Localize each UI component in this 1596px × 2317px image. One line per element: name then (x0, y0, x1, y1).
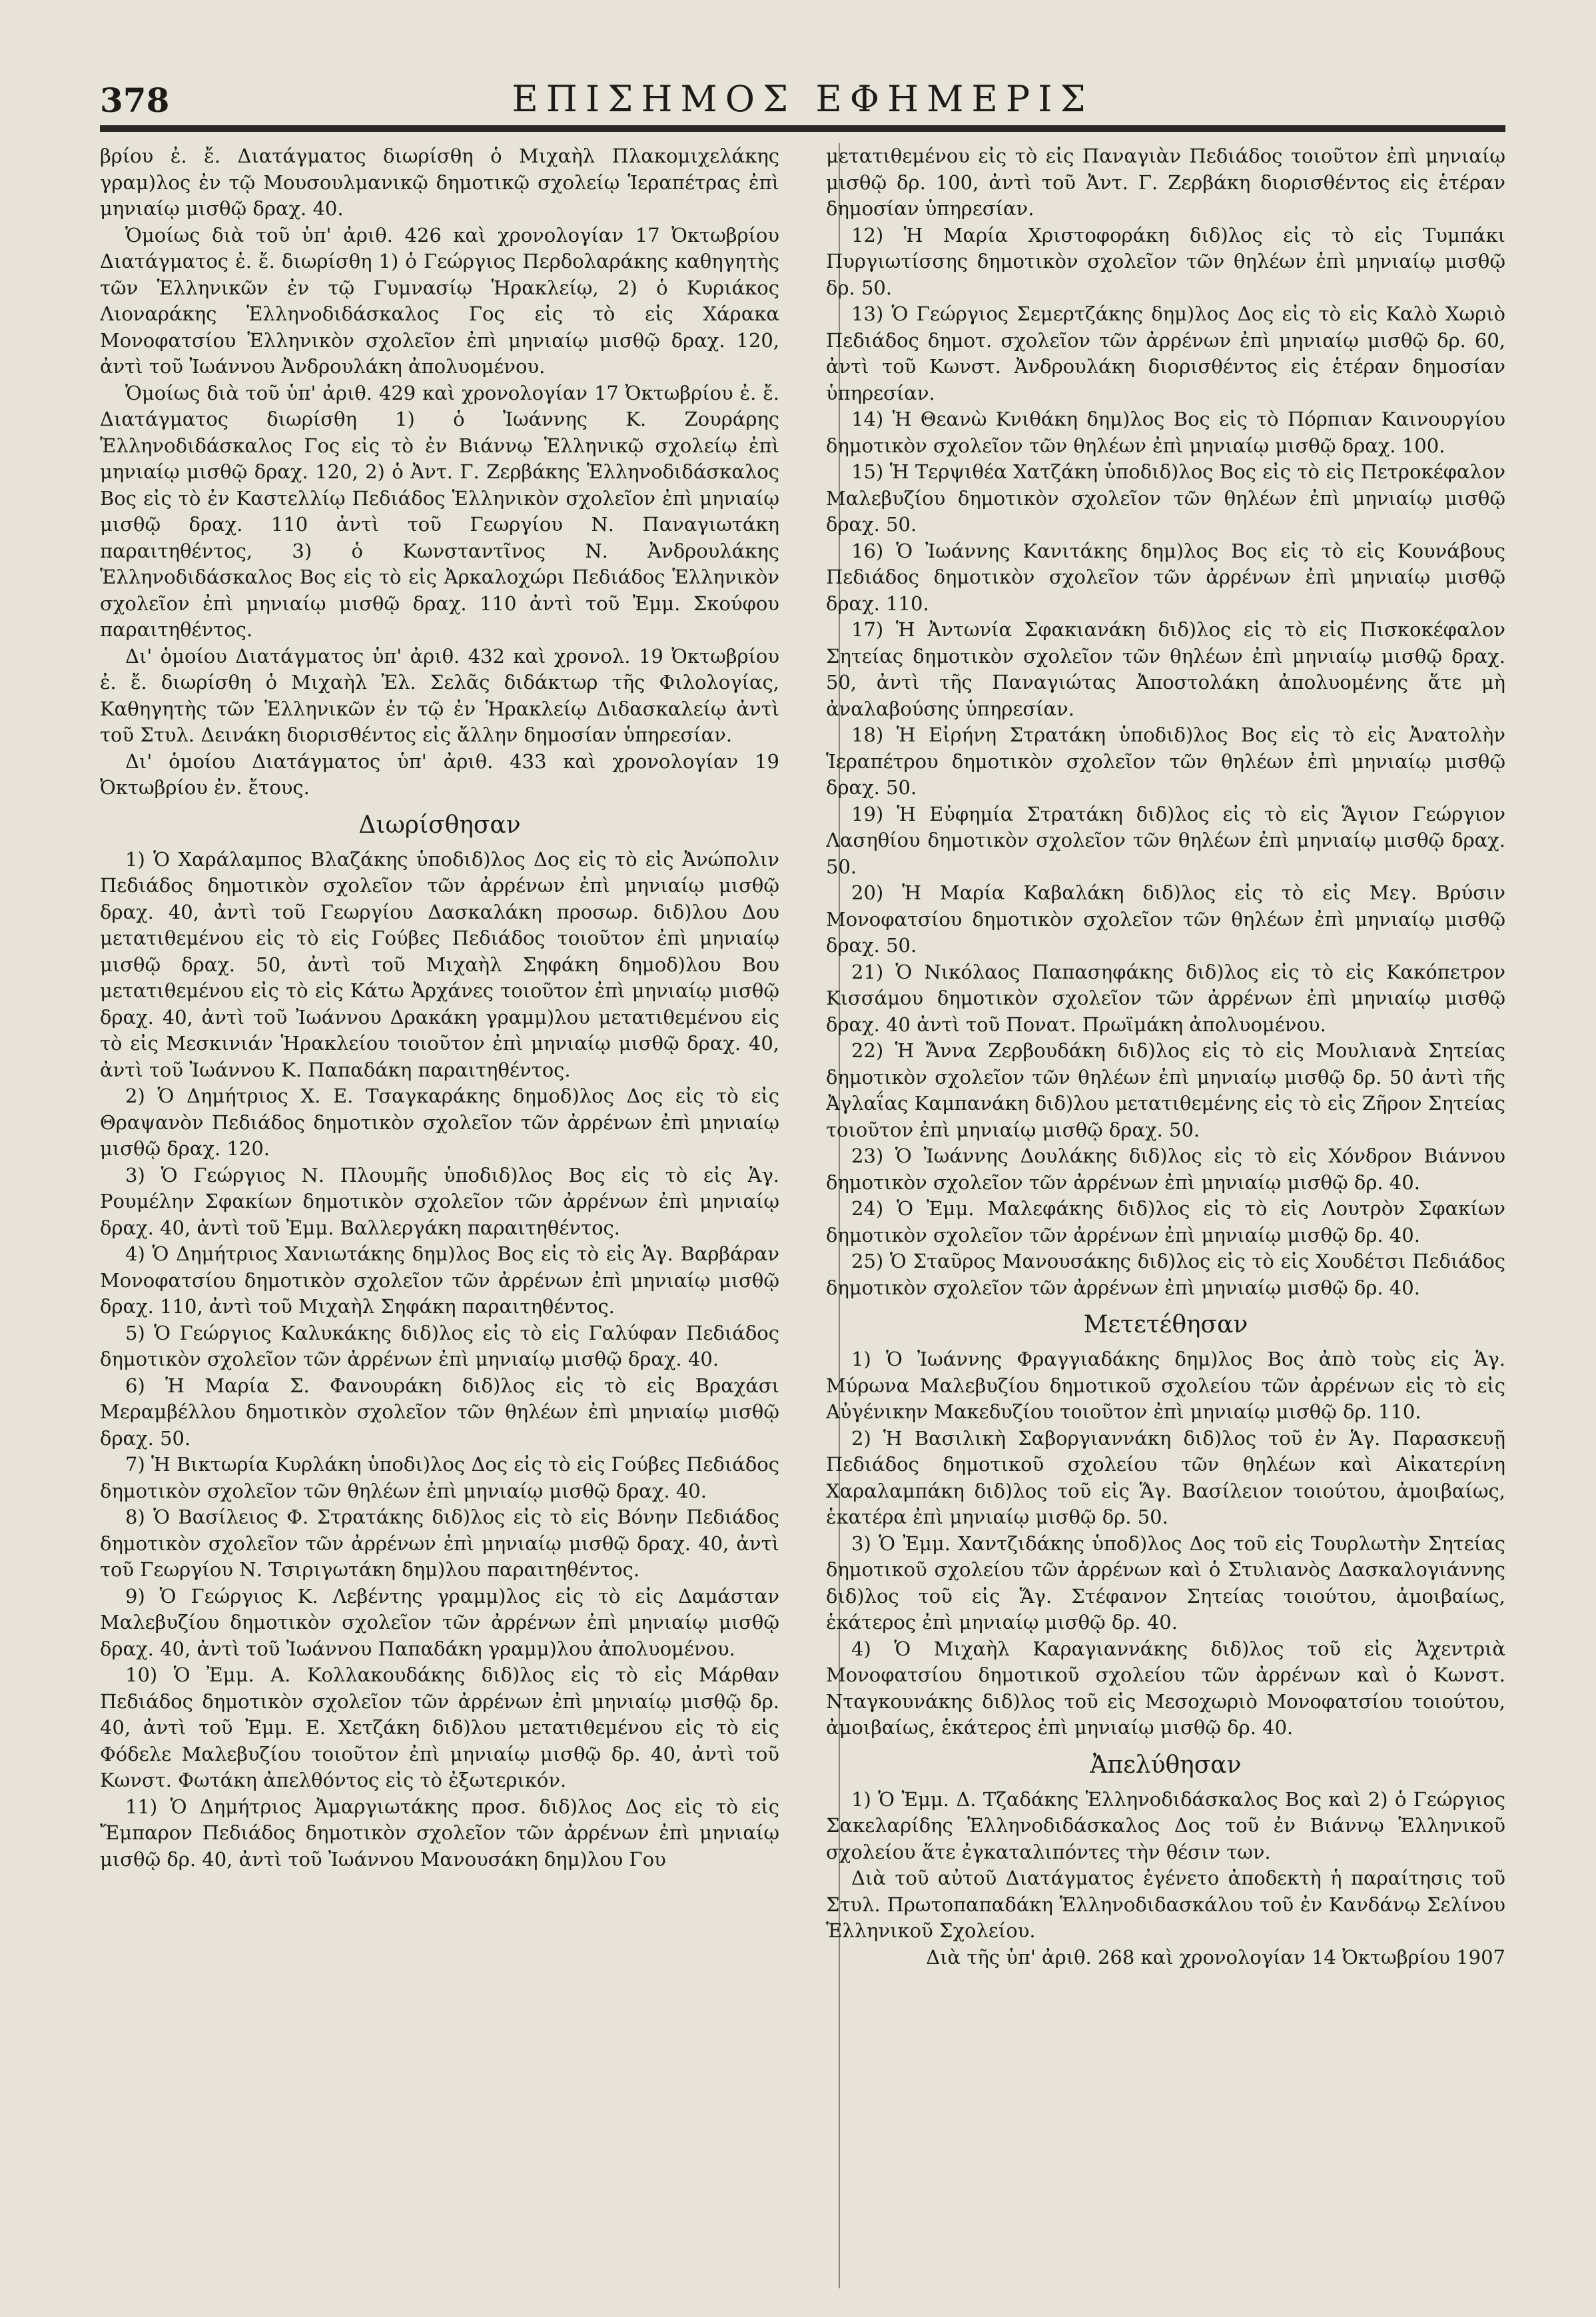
text-columns (100, 143, 1505, 2288)
list-item: 4) Ὁ Δημήτριος Χανιωτάκης δημ)λος Βος εἰς τὸ εἰς Ἁγ. Βαρβάραν Μονοφατσίου δημοτικὸν σχολεῖον τῶν ἀρρένων ἐπὶ μηνιαίῳ μισθῷ δραχ. 110, ἀντὶ τοῦ Μιχαὴλ Σηφάκη παραιτηθέντος. (100, 1242, 779, 1318)
list-item: 3) Ὁ Ἐμμ. Χαντζιδάκης ὑποδ)λος Δος τοῦ εἰς Τουρλωτὴν Σητείας δημοτικοῦ σχολείου τῶν ἀρρένων καὶ ὁ Στυλιανὸς Δασκαλογιάννης διδ)λος τοῦ εἰς Ἅγ. Στέφανον Σητείας τοιούτου, ἀμοιβαίως, ἑκάτερος ἐπὶ μηνιαίῳ μισθῷ δρ. 40. (826, 1532, 1505, 1633)
masthead-title: ΕΠΙΣΗΜΟΣ ΕΦΗΜΕΡΙΣ (512, 78, 1094, 120)
list-item: 2) Ὁ Δημήτριος Χ. Ε. Τσαγκαράκης δημοδ)λος Δος εἰς τὸ εἰς Θραψανὸν Πεδιάδος δημοτικὸν σχολεῖον τῶν ἀρρένων ἐπὶ μηνιαίῳ μισθῷ δραχ. 120. (100, 1085, 779, 1160)
list-item: 5) Ὁ Γεώργιος Καλυκάκης διδ)λος εἰς τὸ εἰς Γαλύφαν Πεδιάδος δημοτικὸν σχολεῖον τῶν ἀρρένων ἐπὶ μηνιαίῳ μισθῷ δραχ. 40. (100, 1321, 779, 1370)
page-number: 378 (100, 81, 170, 120)
list-item: 19) Ἡ Εὐφημία Στρατάκη διδ)λος εἰς τὸ εἰς Ἅγιον Γεώργιον Λασηθίου δημοτικὸν σχολεῖον τῶν θηλέων ἐπὶ μηνιαίῳ μισθῷ δραχ. 50. (826, 802, 1505, 878)
section-heading-transferred: Μετετέθησαν (1083, 1311, 1248, 1338)
list-item: 7) Ἡ Βικτωρία Κυρλάκη ὑποδι)λος Δος εἰς τὸ εἰς Γούβες Πεδιάδος δημοτικὸν σχολεῖον τῶν θηλέων ἐπὶ μηνιαίῳ μισθῷ δραχ. 40. (100, 1453, 779, 1502)
list-item: 25) Ὁ Σταῦρος Μανουσάκης διδ)λος εἰς τὸ εἰς Χουδέτσι Πεδιάδος δημοτικὸν σχολεῖον τῶν ἀρρένων ἐπὶ μηνιαίῳ μισθῷ δρ. 40. (826, 1250, 1505, 1299)
list-item: 18) Ἡ Εἰρήνη Στρατάκη ὑποδιδ)λος Βος εἰς τὸ εἰς Ἀνατολὴν Ἱεραπέτρου δημοτικὸν σχολεῖον τῶν θηλέων ἐπὶ μηνιαίῳ μισθῷ δραχ. 50. (826, 723, 1505, 799)
list-item: 17) Ἡ Ἀντωνία Σφακιανάκη διδ)λος εἰς τὸ εἰς Πισκοκέφαλον Σητείας δημοτικὸν σχολεῖον τῶν θηλέων ἐπὶ μηνιαίῳ μισθῷ δραχ. 50, ἀντὶ τῆς Παναγιώτας Ἀποστολάκη ἀπολυομένης ἅτε μὴ ἀναλαβούσης ὑπηρεσίαν. (826, 618, 1505, 720)
list-item: 20) Ἡ Μαρία Καβαλάκη διδ)λος εἰς τὸ εἰς Μεγ. Βρύσιν Μονοφατσίου δημοτικὸν σχολεῖον τῶν θηλέων ἐπὶ μηνιαίῳ μισθῷ δραχ. 50. (826, 881, 1505, 957)
list-item: 12) Ἡ Μαρία Χριστοφοράκη διδ)λος εἰς τὸ εἰς Τυμπάκι Πυργιωτίσσης δημοτικὸν σχολεῖον τῶν θηλέων ἐπὶ μηνιαίῳ μισθῷ δρ. 50. (826, 223, 1505, 299)
list-item: 4) Ὁ Μιχαὴλ Καραγιαννάκης διδ)λος τοῦ εἰς Ἀχεντριὰ Μονοφατσίου δημοτικοῦ σχολείου τῶν ἀρρένων καὶ ὁ Κωνστ. Νταγκουνάκης διδ)λος τοῦ εἰς Μεσοχωριὸ Μονοφατσίου τοιούτου, ἀμοιβαίως, ἑκάτερος ἐπὶ μηνιαίῳ μισθῷ δρ. 40. (826, 1637, 1505, 1739)
list-item: 3) Ὁ Γεώργιος Ν. Πλουμῆς ὑποδιδ)λος Βος εἰς τὸ εἰς Ἁγ. Ρουμέλην Σφακίων δημοτικὸν σχολεῖον τῶν ἀρρένων ἐπὶ μηνιαίῳ δραχ. 40, ἀντὶ τοῦ Ἐμμ. Βαλλεργάκη παραιτηθέντος. (100, 1163, 779, 1239)
paragraph: μετατιθεμένου εἰς τὸ εἰς Παναγιὰν Πεδιάδος τοιοῦτον ἐπὶ μηνιαίῳ μισθῷ δρ. 100, ἀντὶ τοῦ Ἀντ. Γ. Ζερβάκη διορισθέντος εἰς ἑτέραν δημοσίαν ὑπηρεσίαν. (826, 145, 1505, 220)
section-heading-dismissed: Ἀπελύθησαν (1090, 1751, 1242, 1779)
list-item: 9) Ὁ Γεώργιος Κ. Λεβέντης γραμμ)λος εἰς τὸ εἰς Δαμάσταν Μαλεβυζίου δημοτικὸν σχολεῖον τῶν ἀρρένων ἐπὶ μηνιαίῳ μισθῷ δραχ. 40, ἀντὶ τοῦ Ἰωάννου Παπαδάκη γραμμ)λου ἀπολυομένου. (100, 1584, 779, 1660)
date-line: Διὰ τῆς ὑπ' ἀριθ. 268 καὶ χρονολογίαν 14 Ὀκτωβρίου 1907 (926, 1945, 1505, 1969)
paragraph: Δι' ὁμοίου Διατάγματος ὑπ' ἀριθ. 432 καὶ χρονολ. 19 Ὀκτωβρίου ἐ. ἔ. διωρίσθη ὁ Μιχαὴλ Ἐλ. Σελᾶς διδάκτωρ τῆς Φιλολογίας, Καθηγητὴς τῶν Ἑλληνικῶν ἐν τῷ ἐν Ἡρακλείῳ Διδασκαλείῳ ἀντὶ τοῦ Στυλ. Δεινάκη διορισθέντος εἰς ἄλλην δημοσίαν ὑπηρεσίαν. (100, 644, 779, 746)
paragraph: Διὰ τοῦ αὐτοῦ Διατάγματος ἐγένετο ἀποδεκτὴ ἡ παραίτησις τοῦ Στυλ. Πρωτοπαπαδάκη Ἑλληνοδιδασκάλου τοῦ ἐν Κανδάνῳ Σελίνου Ἑλληνικοῦ Σχολείου. (826, 1867, 1505, 1942)
list-item: 2) Ἡ Βασιλικὴ Σαβοργιαννάκη διδ)λος τοῦ ἐν Ἁγ. Παρασκευῇ Πεδιάδος δημοτικοῦ σχολείου τῶν θηλέων καὶ Αἰκατερίνη Χαραλαμπάκη διδ)λος τοῦ εἰς Ἅγ. Βασίλειον τοιούτου, ἀμοιβαίως, ἑκατέρα ἐπὶ μηνιαίῳ μισθῷ δρ. 50. (826, 1426, 1505, 1528)
list-item: 14) Ἡ Θεανὼ Κνιθάκη δημ)λος Βος εἰς τὸ Πόρπιαν Καινουργίου δημοτικὸν σχολεῖον τῶν θηλέων ἐπὶ μηνιαίῳ μισθῷ δραχ. 100. (826, 408, 1505, 457)
paragraph: βρίου ἐ. ἔ. Διατάγματος διωρίσθη ὁ Μιχαὴλ Πλακομιχελάκης γραμ)λος ἐν τῷ Μουσουλμανικῷ δημοτικῷ σχολείῳ Ἱεραπέτρας ἐπὶ μηνιαίῳ μισθῷ δραχ. 40. (100, 145, 779, 220)
list-item: 13) Ὁ Γεώργιος Σεμερτζάκης δημ)λος Δος εἰς τὸ εἰς Καλὸ Χωριὸ Πεδιάδος δημοτ. σχολεῖον τῶν ἀρρένων ἐπὶ μηνιαίῳ μισθῷ δρ. 60, ἀντὶ τοῦ Κωνστ. Ἀνδρουλάκη διορισθέντος εἰς ἑτέραν δημοσίαν ὑπηρεσίαν. (826, 302, 1505, 404)
list-item: 10) Ὁ Ἐμμ. Α. Κολλακουδάκης διδ)λος εἰς τὸ εἰς Μάρθαν Πεδιάδος δημοτικὸν σχολεῖον τῶν ἀρρένων ἐπὶ μηνιαίῳ μισθῷ δρ. 40, ἀντὶ τοῦ Ἐμμ. Ε. Χετζάκη διδ)λου μετατιθεμένου εἰς τὸ εἰς Φόδελε Μαλεβυζίου τοιοῦτον ἐπὶ μηνιαίῳ μισθῷ δρ. 40, ἀντὶ τοῦ Κωνστ. Φωτάκη ἀπελθόντος εἰς τὸ ἐξωτερικόν. (100, 1663, 779, 1791)
paragraph: Ὁμοίως διὰ τοῦ ὑπ' ἀριθ. 429 καὶ χρονολογίαν 17 Ὀκτωβρίου ἐ. ἔ. Διατάγματος διωρίσθη 1) ὁ Ἰωάννης Κ. Ζουράρης Ἑλληνοδιδάσκαλος Γος εἰς τὸ ἐν Βιάννῳ Ἑλληνικῷ σχολείῳ ἐπὶ μηνιαίῳ μισθῷ δραχ. 120, 2) ὁ Ἀντ. Γ. Ζερβάκης Ἑλληνοδιδάσκαλος Βος εἰς τὸ ἐν Καστελλίῳ Πεδιάδος Ἑλληνικὸν σχολεῖον ἐπὶ μηνιαίῳ μισθῷ δραχ. 110 ἀντὶ τοῦ Γεωργίου Ν. Παναγιωτάκη παραιτηθέντος, 3) ὁ Κωνσταντῖνος Ν. Ἀνδρουλάκης Ἑλληνοδιδάσκαλος Βος εἰς τὸ εἰς Ἀρκαλοχώρι Πεδιάδος Ἑλληνικὸν σχολεῖον ἐπὶ μηνιαίῳ μισθῷ δραχ. 110 ἀντὶ τοῦ Ἐμμ. Σκούφου παραιτηθέντος. (100, 381, 779, 641)
list-item: 23) Ὁ Ἰωάννης Δουλάκης διδ)λος εἰς τὸ εἰς Χόνδρον Βιάννου δημοτικὸν σχολεῖον τῶν ἀρρένων ἐπὶ μηνιαίῳ μισθῷ δρ. 40. (826, 1145, 1505, 1194)
list-item: 11) Ὁ Δημήτριος Ἀμαργιωτάκης προσ. διδ)λος Δος εἰς τὸ εἰς Ἔμπαρον Πεδιάδος δημοτικὸν σχολεῖον τῶν ἀρρένων ἐπὶ μηνιαίῳ μισθῷ δρ. 40, ἀντὶ τοῦ Ἰωάννου Μανουσάκη δημ)λου Γου (100, 1795, 779, 1871)
page-header (100, 67, 1505, 120)
paragraph: Δι' ὁμοίου Διατάγματος ὑπ' ἀριθ. 433 καὶ χρονολογίαν 19 Ὀκτωβρίου ἐν. ἔτους. (100, 749, 779, 799)
list-item: 21) Ὁ Νικόλαος Παπασηφάκης διδ)λος εἰς τὸ εἰς Κακόπετρον Κισσάμου δημοτικὸν σχολεῖον τῶν ἀρρένων ἐπὶ μηνιαίῳ μισθῷ δραχ. 40 ἀντὶ τοῦ Πονατ. Πρωϊμάκη ἀπολυομένου. (826, 960, 1505, 1036)
list-item: 1) Ὁ Ἐμμ. Δ. Τζαδάκης Ἑλληνοδιδάσκαλος Βος καὶ 2) ὁ Γεώργιος Σακελαρίδης Ἑλληνοδιδάσκαλος Δος τοῦ ἐν Βιάννῳ Ἑλληνικοῦ σχολείου ἅτε ἐγκαταλιπόντες τὴν θέσιν των. (826, 1787, 1505, 1863)
list-item: 15) Ἡ Τερψιθέα Χατζάκη ὑποδιδ)λος Βος εἰς τὸ εἰς Πετροκέφαλον Μαλεβυζίου δημοτικὸν σχολεῖον τῶν θηλέων ἐπὶ μηνιαίῳ μισθῷ δραχ. 50. (826, 460, 1505, 536)
list-item: 6) Ἡ Μαρία Σ. Φανουράκη διδ)λος εἰς τὸ εἰς Βραχάσι Μεραμβέλλου δημοτικὸν σχολεῖον τῶν θηλέων ἐπὶ μηνιαίῳ μισθῷ δραχ. 50. (100, 1374, 779, 1450)
section-heading-appointed: Διωρίσθησαν (358, 811, 521, 839)
list-item: 22) Ἡ Ἄννα Ζερβουδάκη διδ)λος εἰς τὸ εἰς Μουλιανὰ Σητείας δημοτικὸν σχολεῖον τῶν θηλέων ἐπὶ μηνιαίῳ μισθῷ δρ. 50 ἀντὶ τῆς Ἀγλαΐας Καμπανάκη διδ)λου μετατιθεμένης εἰς τὸ εἰς Ζῆρον Σητείας τοιοῦτον ἐπὶ μηνιαίῳ μισθῷ δραχ. 50. (826, 1039, 1505, 1141)
list-item: 16) Ὁ Ἰωάννης Κανιτάκης δημ)λος Βος εἰς τὸ εἰς Κουνάβους Πεδιάδος δημοτικὸν σχολεῖον τῶν ἀρρένων ἐπὶ μηνιαίῳ μισθῷ δραχ. 110. (826, 539, 1505, 615)
left-column (100, 143, 779, 2288)
header-rule (100, 125, 1505, 132)
list-item: 1) Ὁ Ἰωάννης Φραγγιαδάκης δημ)λος Βος ἀπὸ τοὺς εἰς Ἁγ. Μύρωνα Μαλεβυζίου δημοτικοῦ σχολείου τῶν ἀρρένων εἰς τὸ εἰς Αὐγένικην Μακεδυζίου τοιοῦτον ἐπὶ μηνιαίῳ μισθῷ δρ. 110. (826, 1348, 1505, 1423)
list-item: 24) Ὁ Ἐμμ. Μαλεφάκης διδ)λος εἰς τὸ εἰς Λουτρὸν Σφακίων δημοτικὸν σχολεῖον τῶν ἀρρένων ἐπὶ μηνιαίῳ μισθῷ δρ. 40. (826, 1197, 1505, 1246)
list-item: 1) Ὁ Χαράλαμπος Βλαζάκης ὑποδιδ)λος Δος εἰς τὸ εἰς Ἀνώπολιν Πεδιάδος δημοτικὸν σχολεῖον τῶν ἀρρένων ἐπὶ μηνιαίῳ μισθῷ δραχ. 40, ἀντὶ τοῦ Γεωργίου Δασκαλάκη προσωρ. διδ)λου Δου μετατιθεμένου εἰς τὸ εἰς Γούβες Πεδιάδος τοιοῦτον ἐπὶ μηνιαίῳ μισθῷ δραχ. 50, ἀντὶ τοῦ Μιχαὴλ Σηφάκη δημοδ)λου Βου μετατιθεμένου εἰς τὸ εἰς Κάτω Ἀρχάνες τοιοῦτον ἐπὶ μηνιαίῳ μισθῷ δραχ. 40, ἀντὶ τοῦ Ἰωάννου Δρακάκη γραμμ)λου μετατιθεμένου εἰς τὸ εἰς Μεσκινιάν Ἡρακλείου τοιοῦτον ἐπὶ μηνιαίῳ μισθῷ δραχ. 40, ἀντὶ τοῦ Ἰωάννου Κ. Παπαδάκη παραιτηθέντος. (100, 847, 779, 1081)
list-item: 8) Ὁ Βασίλειος Φ. Στρατάκης διδ)λος εἰς τὸ εἰς Βόνην Πεδιάδος δημοτικὸν σχολεῖον τῶν ἀρρένων ἐπὶ μηνιαίῳ μισθῷ δραχ. 40, ἀντὶ τοῦ Γεωργίου Ν. Τσιριγωτάκη δημ)λου παραιτηθέντος. (100, 1506, 779, 1581)
paragraph: Ὁμοίως διὰ τοῦ ὑπ' ἀριθ. 426 καὶ χρονολογίαν 17 Ὀκτωβρίου Διατάγματος ἐ. ἔ. διωρίσθη 1) ὁ Γεώργιος Περδολαράκης καθηγητὴς τῶν Ἑλληνικῶν ἐν τῷ Γυμνασίῳ Ἡρακλείῳ, 2) ὁ Κυριάκος Λιοναράκης Ἑλληνοδιδάσκαλος Γος εἰς τὸ εἰς Χάρακα Μονοφατσίου Ἑλληνικὸν σχολεῖον ἐπὶ μηνιαίῳ μισθῷ δραχ. 120, ἀντὶ τοῦ Ἰωάννου Ἀνδρουλάκη ἀπολυομένου. (100, 223, 779, 378)
right-column (826, 143, 1505, 2288)
